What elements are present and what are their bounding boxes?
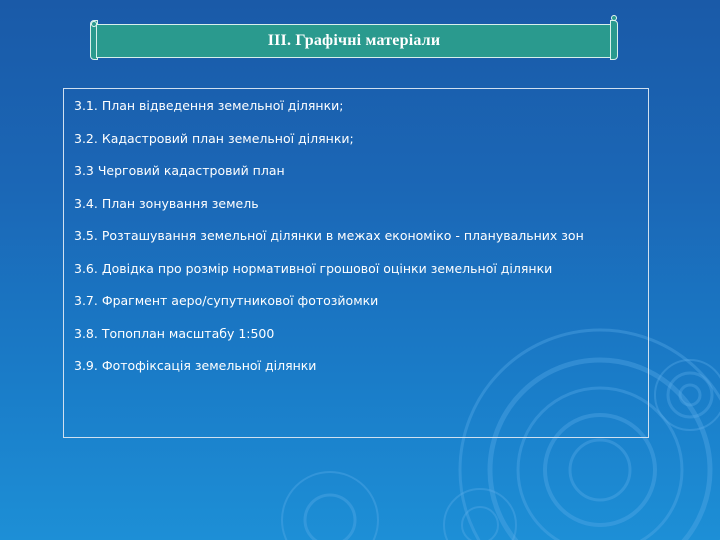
list-item: 3.9. Фотофіксація земельної ділянки — [74, 358, 317, 373]
materials-list-box — [63, 88, 649, 438]
list-item: 3.2. Кадастровий план земельної ділянки; — [74, 130, 354, 146]
list-item: 3.7. Фрагмент аеро/супутникової фотозйомки — [74, 293, 379, 308]
slide-title: III. Графічні матеріали — [267, 32, 441, 49]
title-banner — [96, 24, 612, 58]
scroll-knob-right — [611, 15, 617, 21]
scroll-curl-right — [610, 20, 618, 60]
list-item: 3.4. План зонування земель — [74, 195, 259, 211]
list-item: 3.5. Розташування земельної ділянки в межах економіко - планувальних зон — [74, 228, 584, 243]
list-item: 3.1. План відведення земельної ділянки; — [74, 98, 344, 113]
list-item: 3.6. Довідка про розмір нормативної грошової оцінки земельної ділянки — [74, 260, 553, 276]
materials-list — [64, 89, 648, 388]
list-item: 3.8. Топоплан масштабу 1:500 — [74, 325, 275, 341]
title-scroll-banner — [88, 18, 620, 64]
list-item: 3.3 Черговий кадастровий план — [74, 163, 285, 178]
